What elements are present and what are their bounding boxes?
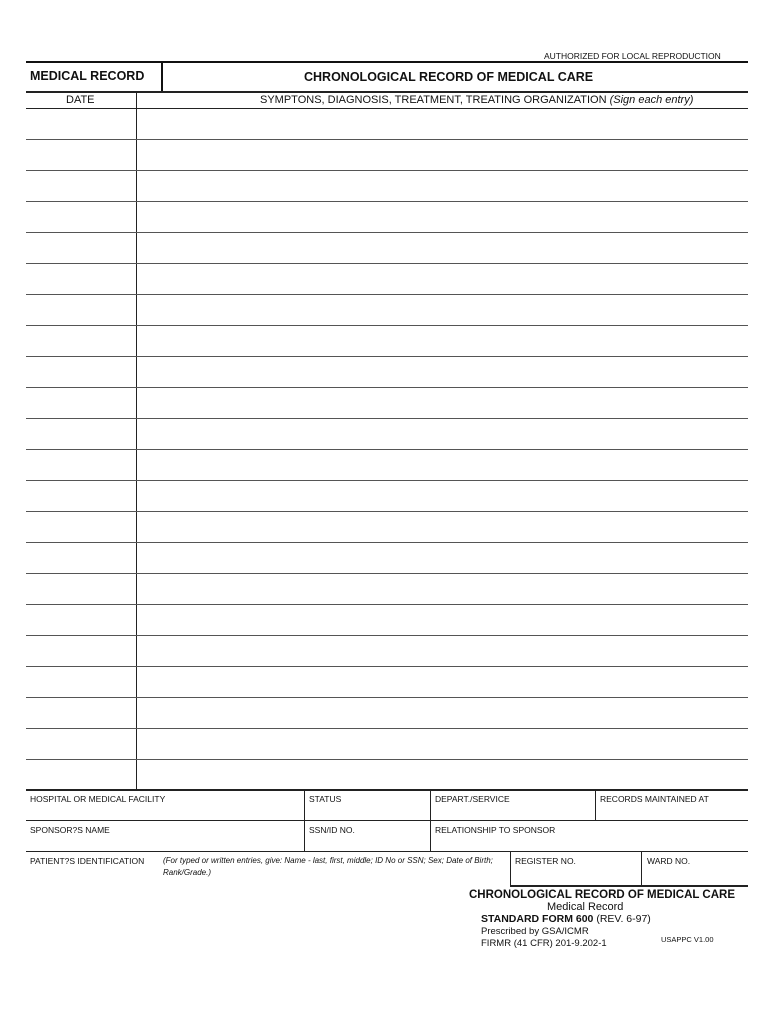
entry-row[interactable]	[26, 728, 748, 759]
entry-row[interactable]	[26, 387, 748, 418]
entry-row[interactable]	[26, 356, 748, 387]
entry-row[interactable]	[26, 573, 748, 604]
symptoms-column-header	[260, 94, 693, 106]
header-bottom-border	[26, 91, 748, 93]
register-bottom-border	[510, 885, 748, 887]
footer-form-title: CHRONOLOGICAL RECORD OF MEDICAL CARE	[469, 889, 735, 901]
sponsor-field-label: SPONSOR?S NAME	[30, 825, 110, 835]
register-field-label: REGISTER NO.	[515, 856, 576, 866]
status-divider	[304, 789, 305, 851]
status-field-label: STATUS	[309, 794, 342, 804]
entry-row[interactable]	[26, 604, 748, 635]
footer-prescribed: Prescribed by GSA/ICMR	[481, 926, 589, 937]
top-border	[26, 61, 748, 63]
entry-row[interactable]	[26, 635, 748, 666]
hospital-field-label: HOSPITAL OR MEDICAL FACILITY	[30, 794, 166, 804]
entry-row[interactable]	[26, 232, 748, 263]
entry-row[interactable]	[26, 418, 748, 449]
authorized-reproduction-note: AUTHORIZED FOR LOCAL REPRODUCTION	[544, 51, 721, 61]
entry-row[interactable]	[26, 666, 748, 697]
entry-row[interactable]	[26, 108, 748, 139]
entry-row[interactable]	[26, 201, 748, 232]
entry-row[interactable]	[26, 449, 748, 480]
entry-row[interactable]	[26, 697, 748, 728]
fields-row-border-2	[26, 851, 748, 852]
form-title: CHRONOLOGICAL RECORD OF MEDICAL CARE	[304, 70, 594, 84]
symptoms-header-text: SYMPTONS, DIAGNOSIS, TREATMENT, TREATING ORGANIZATION	[260, 94, 607, 106]
ward-divider	[641, 851, 642, 885]
register-divider	[510, 851, 511, 885]
standard-form-number: STANDARD FORM 600	[481, 913, 594, 925]
entry-row[interactable]	[26, 542, 748, 573]
fields-top-border	[26, 789, 748, 791]
ward-field-label: WARD NO.	[647, 856, 691, 866]
entry-row[interactable]	[26, 325, 748, 356]
entry-row[interactable]	[26, 480, 748, 511]
footer-firmr: FIRMR (41 CFR) 201-9.202-1	[481, 938, 607, 949]
entry-row[interactable]	[26, 511, 748, 542]
sign-each-entry-note: (Sign each entry)	[609, 94, 694, 106]
entry-row[interactable]	[26, 294, 748, 325]
entry-row[interactable]	[26, 759, 748, 790]
records-divider	[595, 789, 596, 820]
footer-usappc: USAPPC V1.00	[661, 935, 714, 944]
form-revision: (REV. 6-97)	[596, 913, 651, 925]
entry-row[interactable]	[26, 170, 748, 201]
header-divider	[161, 61, 163, 91]
date-column-header: DATE	[66, 94, 95, 106]
depart-divider	[430, 789, 431, 851]
patient-field-label: PATIENT?S IDENTIFICATION	[30, 856, 145, 866]
footer-medical-record: Medical Record	[547, 901, 624, 913]
depart-field-label: DEPART./SERVICE	[435, 794, 510, 804]
entry-row[interactable]	[26, 263, 748, 294]
patient-identification-note: (For typed or written entries, give: Name - last, first, middle; ID No or SSN; Sex; Date of Birth; Rank/Grade.)	[163, 856, 493, 877]
fields-row-border-1	[26, 820, 748, 821]
ssn-field-label: SSN/ID NO.	[309, 825, 355, 835]
relationship-field-label: RELATIONSHIP TO SPONSOR	[435, 825, 556, 835]
footer-standard-form	[481, 913, 651, 925]
entry-row[interactable]	[26, 139, 748, 170]
medical-record-title: MEDICAL RECORD	[30, 69, 145, 83]
records-field-label: RECORDS MAINTAINED AT	[600, 794, 709, 804]
